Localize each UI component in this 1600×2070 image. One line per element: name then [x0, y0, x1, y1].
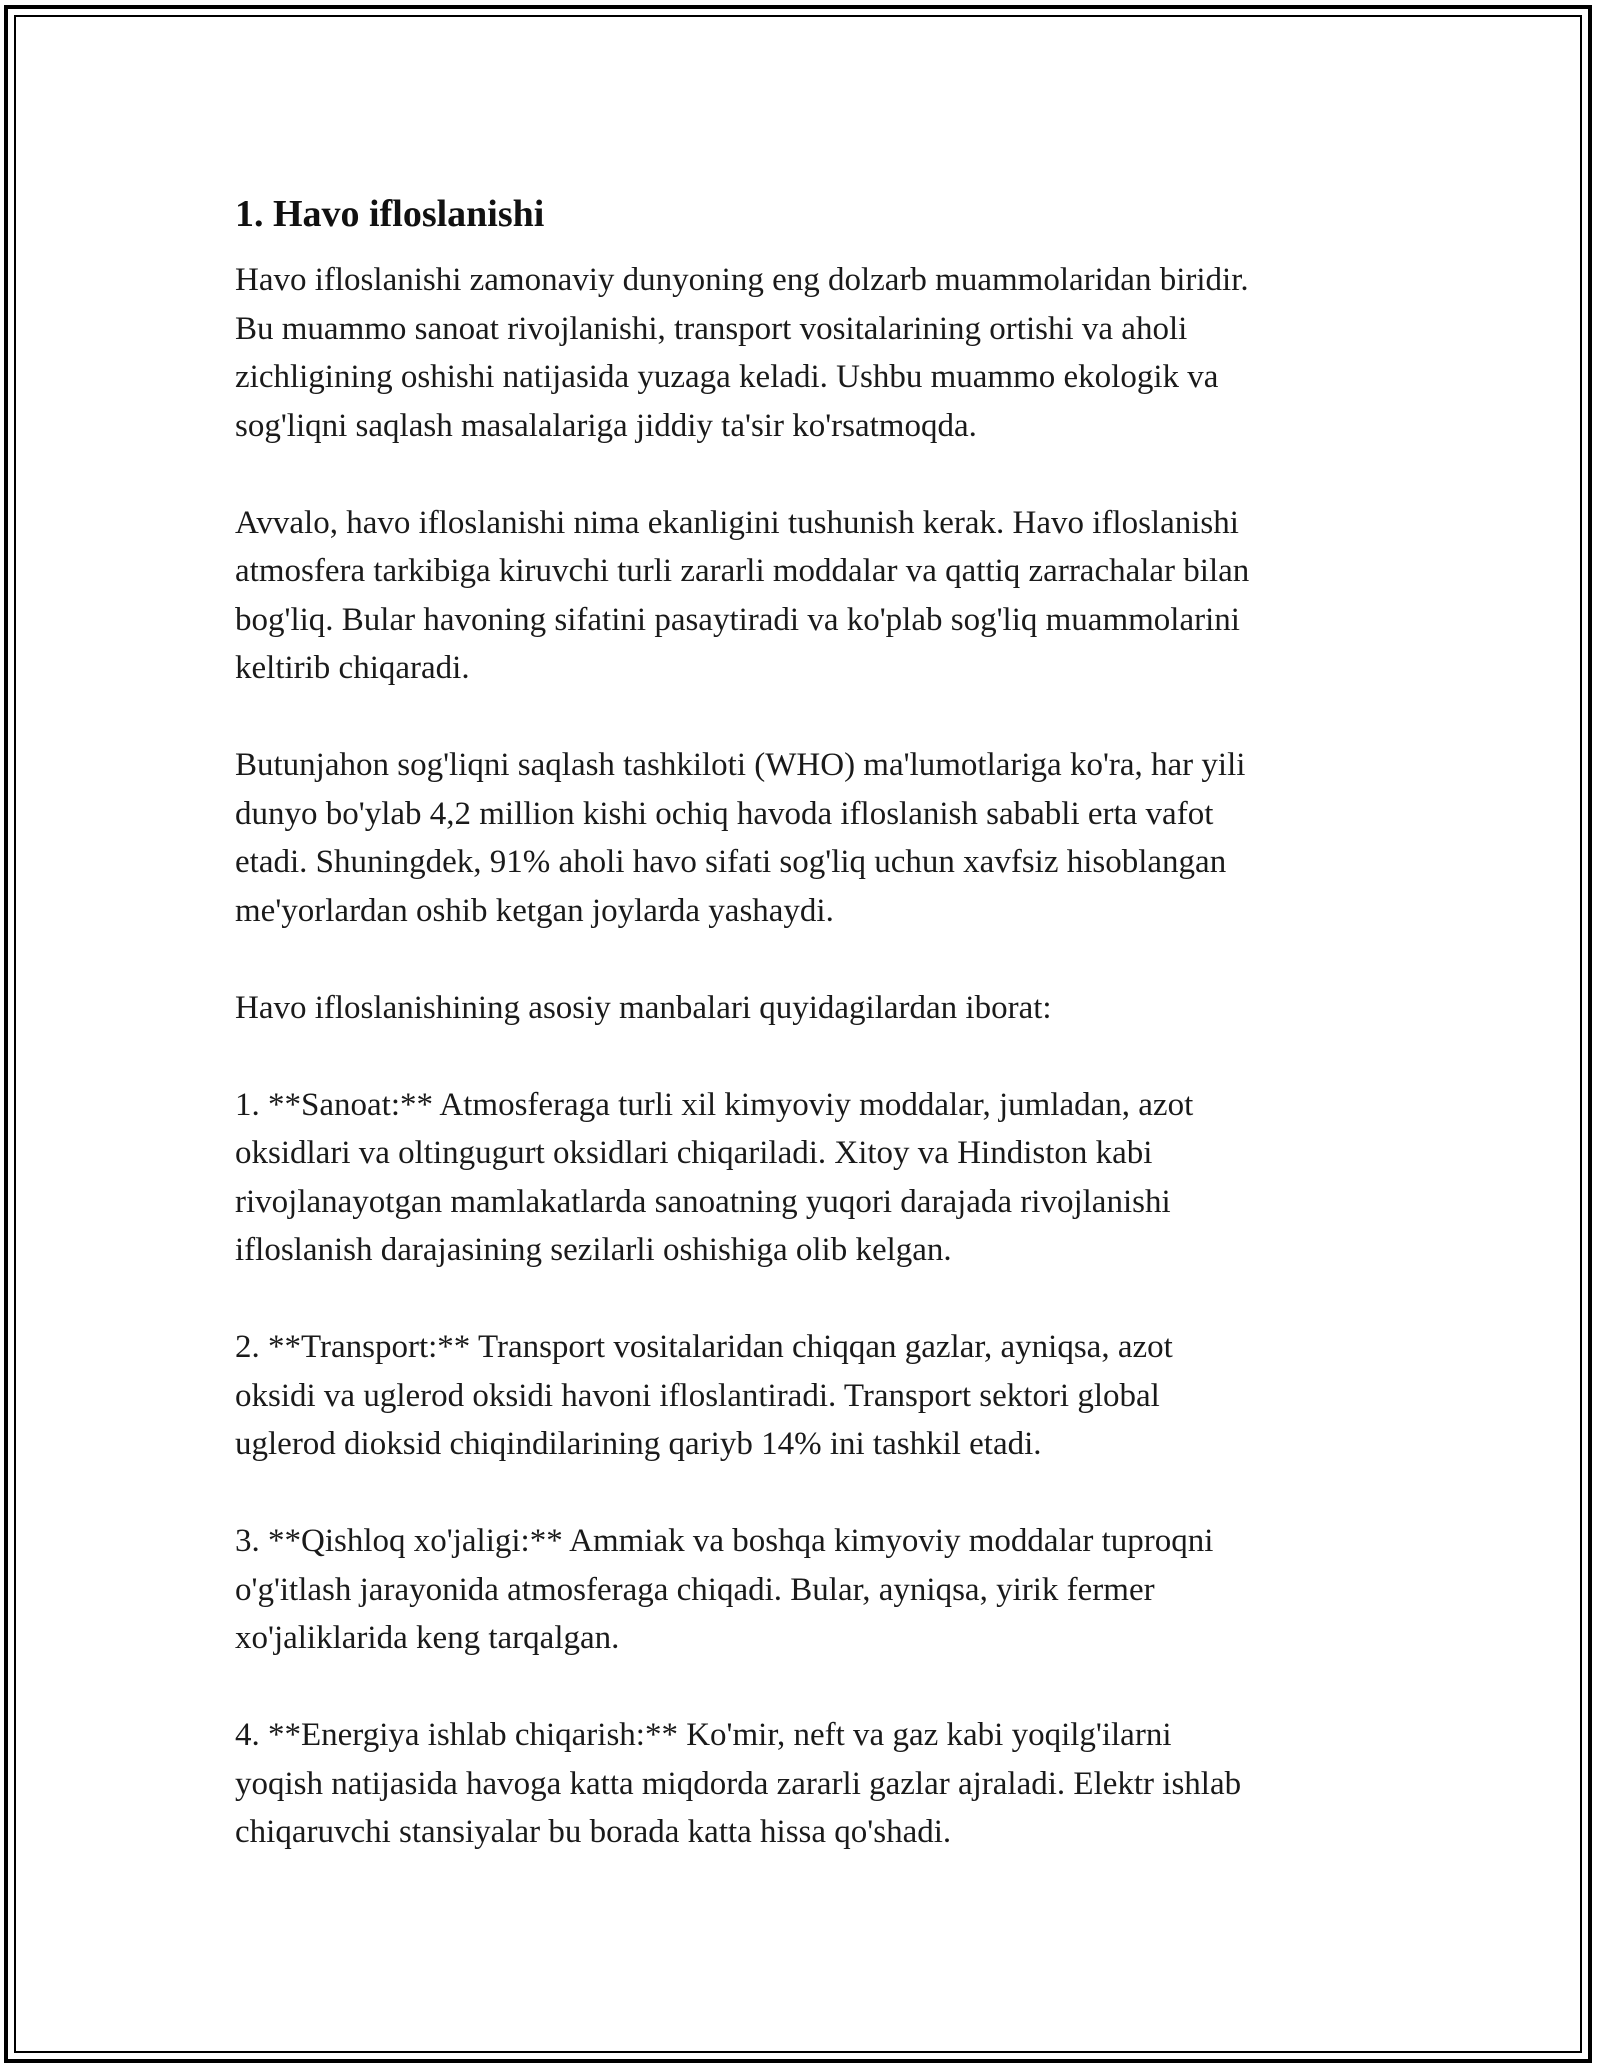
paragraph-line: keltirib chiqaradi. — [235, 650, 470, 686]
list-item-agriculture — [235, 1517, 1385, 1663]
paragraph-line: oksidi va uglerod oksidi havoni ifloslantiradi. Transport sektori global — [235, 1377, 1160, 1414]
paragraph-line: rivojlanayotgan mamlakatlarda sanoatning yuqori darajada rivojlanishi — [235, 1183, 1171, 1220]
document-body — [235, 186, 1385, 1905]
paragraph-intro — [235, 256, 1385, 450]
paragraph-line: 1. **Sanoat:** Atmosferaga turli xil kimyoviy moddalar, jumladan, azot — [235, 1086, 1194, 1123]
paragraph-line: atmosfera tarkibiga kiruvchi turli zararli moddalar va qattiq zarrachalar bilan — [235, 553, 1250, 589]
paragraph-line: Avvalo, havo ifloslanishi nima ekanligini tushunish kerak. Havo ifloslanishi — [235, 504, 1239, 541]
paragraph-line: chiqaruvchi stansiyalar bu borada katta hissa qo'shadi. — [235, 1814, 952, 1850]
paragraph-line: 2. **Transport:** Transport vositalaridan chiqqan gazlar, ayniqsa, azot — [235, 1329, 1173, 1365]
paragraph-line: o'g'itlash jarayonida atmosferaga chiqadi. Bular, ayniqsa, yirik fermer — [235, 1571, 1155, 1608]
paragraph-line: oksidlari va oltingugurt oksidlari chiqariladi. Xitoy va Hindiston kabi — [235, 1135, 1153, 1171]
paragraph-sources-intro — [235, 984, 1385, 1033]
paragraph-line: 4. **Energiya ishlab chiqarish:** Ko'mir, neft va gaz kabi yoqilg'ilarni — [235, 1717, 1172, 1753]
paragraph-line: yoqish natijasida havoga katta miqdorda zararli gazlar ajraladi. Elektr ishlab — [235, 1765, 1242, 1802]
paragraph-line: xo'jaliklarida keng tarqalgan. — [235, 1620, 620, 1656]
paragraph-line: Butunjahon sog'liqni saqlash tashkiloti (WHO) ma'lumotlariga ko'ra, har yili — [235, 747, 1246, 783]
paragraph-line: Havo ifloslanishi zamonaviy dunyoning eng dolzarb muammolaridan biridir. — [235, 262, 1249, 298]
section-heading: 1. Havo ifloslanishi — [235, 193, 545, 235]
paragraph-statistics — [235, 741, 1385, 935]
paragraph-line: zichligining oshishi natijasida yuzaga keladi. Ushbu muammo ekologik va — [235, 359, 1219, 395]
paragraph-line: me'yorlardan oshib ketgan joylarda yashaydi. — [235, 892, 834, 929]
paragraph-line: sog'liqni saqlash masalalariga jiddiy ta'sir ko'rsatmoqda. — [235, 407, 977, 444]
paragraph-line: Bu muammo sanoat rivojlanishi, transport vositalarining ortishi va aholi — [235, 310, 1188, 347]
paragraph-line: bog'liq. Bular havoning sifatini pasaytiradi va ko'plab sog'liq muammolarini — [235, 601, 1240, 638]
paragraph-line: 3. **Qishloq xo'jaligi:** Ammiak va boshqa kimyoviy moddalar tuproqni — [235, 1523, 1214, 1559]
paragraph-line: dunyo bo'ylab 4,2 million kishi ochiq havoda ifloslanish sababli erta vafot — [235, 795, 1214, 832]
paragraph-line: uglerod dioksid chiqindilarining qariyb 14% ini tashkil etadi. — [235, 1426, 1042, 1462]
paragraph-definition — [235, 499, 1385, 693]
paragraph-line: Havo ifloslanishining asosiy manbalari quyidagilardan iborat: — [235, 989, 1052, 1026]
paragraph-line: ifloslanish darajasining sezilarli oshishiga olib kelgan. — [235, 1232, 952, 1268]
list-item-transport — [235, 1323, 1385, 1469]
list-item-energy — [235, 1711, 1385, 1857]
list-item-industry — [235, 1081, 1385, 1275]
paragraph-line: etadi. Shuningdek, 91% aholi havo sifati sog'liq uchun xavfsiz hisoblangan — [235, 844, 1227, 880]
